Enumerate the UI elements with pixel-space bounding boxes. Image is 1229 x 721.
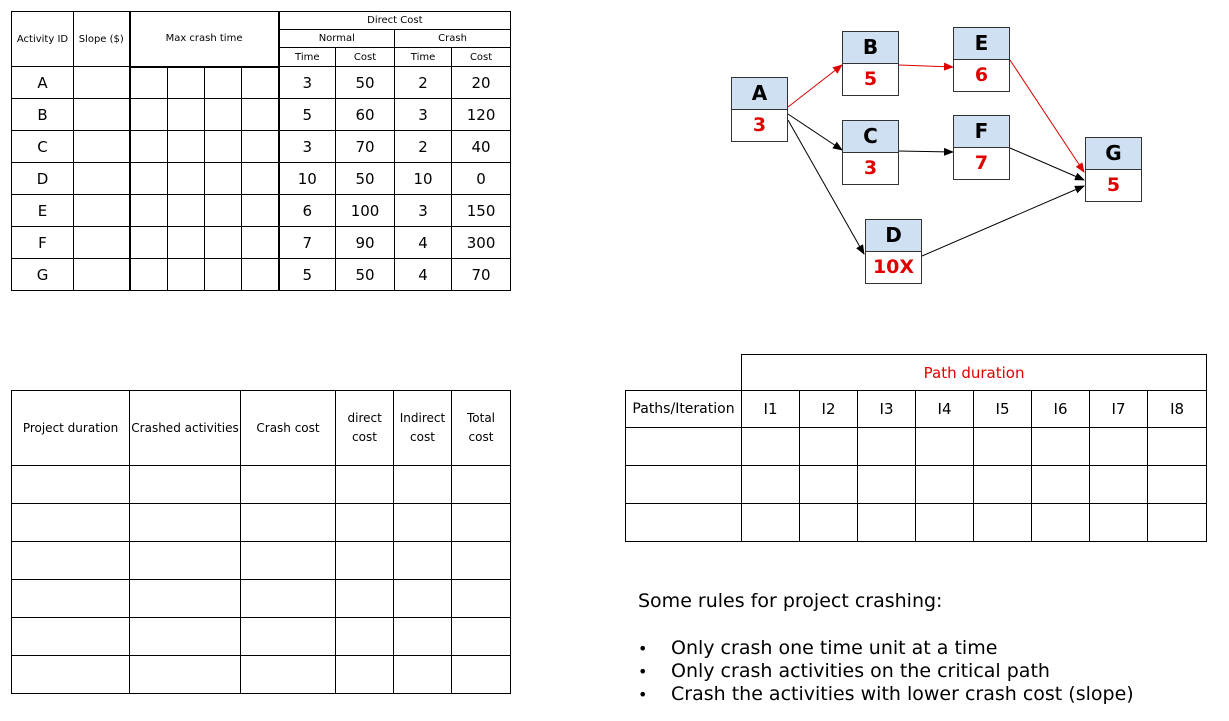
- empty-cell: [1090, 428, 1148, 466]
- normal-time-cell: 3: [279, 67, 336, 99]
- node-b-label: B: [843, 32, 898, 64]
- crash-time-cell: 3: [395, 99, 452, 131]
- crash-cost-cell: 70: [452, 259, 511, 291]
- empty-cell: [12, 580, 130, 618]
- header-direct-cost-col: direct cost: [336, 391, 394, 466]
- node-g-duration: 5: [1106, 174, 1121, 196]
- normal-cost-cell: 90: [336, 227, 395, 259]
- empty-cell: [394, 656, 452, 694]
- empty-cell: [452, 580, 511, 618]
- empty-cell: [916, 504, 974, 542]
- empty-cell: [394, 542, 452, 580]
- rule-item: • Crash the activities with lower crash cost (slope): [638, 683, 1218, 706]
- header-direct-cost: Direct Cost: [279, 12, 511, 30]
- path-table-corner: [626, 355, 742, 391]
- empty-cell: [452, 504, 511, 542]
- normal-cost-cell: 100: [336, 195, 395, 227]
- edge-c-f: [898, 151, 953, 152]
- network-arrows: [0, 0, 1229, 340]
- header-crash-cost: Cost: [452, 48, 511, 67]
- empty-cell: [858, 428, 916, 466]
- empty-cell: [336, 580, 394, 618]
- header-iteration: I4: [916, 391, 974, 428]
- header-project-duration: Project duration: [12, 391, 130, 466]
- empty-cell: [130, 504, 241, 542]
- node-c-label: C: [843, 121, 898, 153]
- normal-cost-cell: 60: [336, 99, 395, 131]
- empty-cell: [241, 580, 336, 618]
- table-row: [12, 466, 511, 504]
- empty-cell: [130, 542, 241, 580]
- empty-cell: [394, 504, 452, 542]
- node-e-duration: 6: [974, 64, 989, 86]
- empty-cell: [12, 618, 130, 656]
- activity-id-cell: E: [12, 195, 74, 227]
- empty-cell: [241, 466, 336, 504]
- node-a-duration: 3: [752, 114, 767, 136]
- header-indirect-cost: Indirect cost: [394, 391, 452, 466]
- crashing-rules: [638, 590, 1218, 706]
- node-g-label: G: [1086, 138, 1141, 170]
- rules-list: [638, 637, 1218, 706]
- crash-time-cell: 3: [395, 195, 452, 227]
- table-row: [12, 504, 511, 542]
- empty-cell: [241, 504, 336, 542]
- empty-cell: [800, 504, 858, 542]
- header-iteration: I7: [1090, 391, 1148, 428]
- edge-a-b: [788, 65, 842, 107]
- empty-cell: [626, 428, 742, 466]
- activity-id-cell: D: [12, 163, 74, 195]
- empty-cell: [626, 466, 742, 504]
- crash-time-cell: 10: [395, 163, 452, 195]
- empty-cell: [452, 542, 511, 580]
- node-e-label: E: [954, 28, 1009, 60]
- node-d-duration: 10X: [872, 256, 915, 278]
- normal-time-cell: 7: [279, 227, 336, 259]
- empty-cell: [130, 618, 241, 656]
- empty-cell: [241, 542, 336, 580]
- node-a: [731, 77, 788, 142]
- path-duration-table: [625, 354, 1207, 542]
- header-iteration: I3: [858, 391, 916, 428]
- node-b: [842, 31, 899, 96]
- table-row: [626, 428, 1207, 466]
- empty-cell: [974, 466, 1032, 504]
- crash-time-cell: 4: [395, 259, 452, 291]
- header-iteration: I8: [1148, 391, 1207, 428]
- empty-cell: [452, 618, 511, 656]
- empty-cell: [1032, 466, 1090, 504]
- header-normal: Normal: [279, 30, 395, 48]
- node-c-duration: 3: [863, 157, 878, 179]
- header-iteration: I5: [974, 391, 1032, 428]
- header-max-crash-time: Max crash time: [130, 12, 279, 67]
- empty-cell: [742, 504, 800, 542]
- project-duration-table: [11, 390, 511, 694]
- activity-id-cell: G: [12, 259, 74, 291]
- empty-cell: [974, 504, 1032, 542]
- empty-cell: [1090, 504, 1148, 542]
- crash-cost-cell: 120: [452, 99, 511, 131]
- node-a-label: A: [732, 78, 787, 110]
- empty-cell: [1148, 504, 1207, 542]
- empty-cell: [858, 466, 916, 504]
- empty-cell: [452, 656, 511, 694]
- empty-cell: [130, 466, 241, 504]
- crash-cost-cell: 300: [452, 227, 511, 259]
- node-f-duration: 7: [974, 152, 989, 174]
- crash-time-cell: 2: [395, 131, 452, 163]
- header-activity-id: Activity ID: [12, 12, 74, 67]
- empty-cell: [742, 428, 800, 466]
- crash-time-cell: 4: [395, 227, 452, 259]
- crash-time-cell: 2: [395, 67, 452, 99]
- normal-time-cell: 5: [279, 259, 336, 291]
- empty-cell: [1090, 466, 1148, 504]
- empty-cell: [1032, 504, 1090, 542]
- node-d: [865, 219, 922, 284]
- normal-cost-cell: 70: [336, 131, 395, 163]
- header-iteration: I6: [1032, 391, 1090, 428]
- empty-cell: [12, 504, 130, 542]
- normal-time-cell: 5: [279, 99, 336, 131]
- edge-a-c: [788, 114, 842, 150]
- normal-cost-cell: 50: [336, 163, 395, 195]
- crash-cost-cell: 0: [452, 163, 511, 195]
- node-f: [953, 115, 1010, 180]
- empty-cell: [916, 466, 974, 504]
- table-row: [626, 504, 1207, 542]
- edge-f-g: [1010, 148, 1084, 180]
- header-iteration: I2: [800, 391, 858, 428]
- crash-cost-cell: 150: [452, 195, 511, 227]
- empty-cell: [130, 656, 241, 694]
- empty-cell: [452, 466, 511, 504]
- activity-id-cell: B: [12, 99, 74, 131]
- empty-cell: [394, 618, 452, 656]
- normal-time-cell: 6: [279, 195, 336, 227]
- activity-id-cell: F: [12, 227, 74, 259]
- table-row: [12, 656, 511, 694]
- header-total-cost: Total cost: [452, 391, 511, 466]
- table-row: [626, 466, 1207, 504]
- edge-d-g: [922, 186, 1084, 256]
- empty-cell: [626, 504, 742, 542]
- empty-cell: [336, 542, 394, 580]
- empty-cell: [336, 504, 394, 542]
- header-crash-cost: Crash cost: [241, 391, 336, 466]
- empty-cell: [858, 504, 916, 542]
- empty-cell: [1148, 466, 1207, 504]
- empty-cell: [974, 428, 1032, 466]
- table-row: [12, 542, 511, 580]
- empty-cell: [12, 466, 130, 504]
- empty-cell: [336, 656, 394, 694]
- header-crash: Crash: [395, 30, 511, 48]
- header-crashed-activities: Crashed activities: [130, 391, 241, 466]
- empty-cell: [1032, 428, 1090, 466]
- normal-time-cell: 3: [279, 131, 336, 163]
- edge-b-e: [899, 65, 953, 67]
- crash-cost-cell: 40: [452, 131, 511, 163]
- path-duration-title: Path duration: [742, 355, 1207, 391]
- header-normal-time: Time: [279, 48, 336, 67]
- empty-cell: [241, 656, 336, 694]
- header-iteration: I1: [742, 391, 800, 428]
- normal-cost-cell: 50: [336, 259, 395, 291]
- empty-cell: [12, 656, 130, 694]
- node-e: [953, 27, 1010, 92]
- node-f-label: F: [954, 116, 1009, 148]
- activity-id-cell: A: [12, 67, 74, 99]
- empty-cell: [336, 618, 394, 656]
- table-row: [12, 618, 511, 656]
- empty-cell: [800, 428, 858, 466]
- header-slope: Slope ($): [74, 12, 130, 67]
- edge-e-g: [1010, 60, 1084, 172]
- header-crash-time: Time: [395, 48, 452, 67]
- header-paths-iteration: Paths/Iteration: [626, 391, 742, 428]
- empty-cell: [12, 542, 130, 580]
- rules-title: Some rules for project crashing:: [638, 590, 943, 612]
- rule-item: • Only crash one time unit at a time: [638, 637, 1218, 660]
- empty-cell: [742, 466, 800, 504]
- normal-time-cell: 10: [279, 163, 336, 195]
- empty-cell: [394, 580, 452, 618]
- header-normal-cost: Cost: [336, 48, 395, 67]
- node-g: [1085, 137, 1142, 202]
- empty-cell: [916, 428, 974, 466]
- empty-cell: [1148, 428, 1207, 466]
- empty-cell: [241, 618, 336, 656]
- empty-cell: [130, 580, 241, 618]
- node-c: [842, 120, 899, 185]
- activity-id-cell: C: [12, 131, 74, 163]
- node-b-duration: 5: [863, 68, 878, 90]
- crash-cost-cell: 20: [452, 67, 511, 99]
- table-row: [12, 580, 511, 618]
- empty-cell: [336, 466, 394, 504]
- normal-cost-cell: 50: [336, 67, 395, 99]
- empty-cell: [800, 466, 858, 504]
- rule-item: • Only crash activities on the critical path: [638, 660, 1218, 683]
- node-d-label: D: [866, 220, 921, 252]
- empty-cell: [394, 466, 452, 504]
